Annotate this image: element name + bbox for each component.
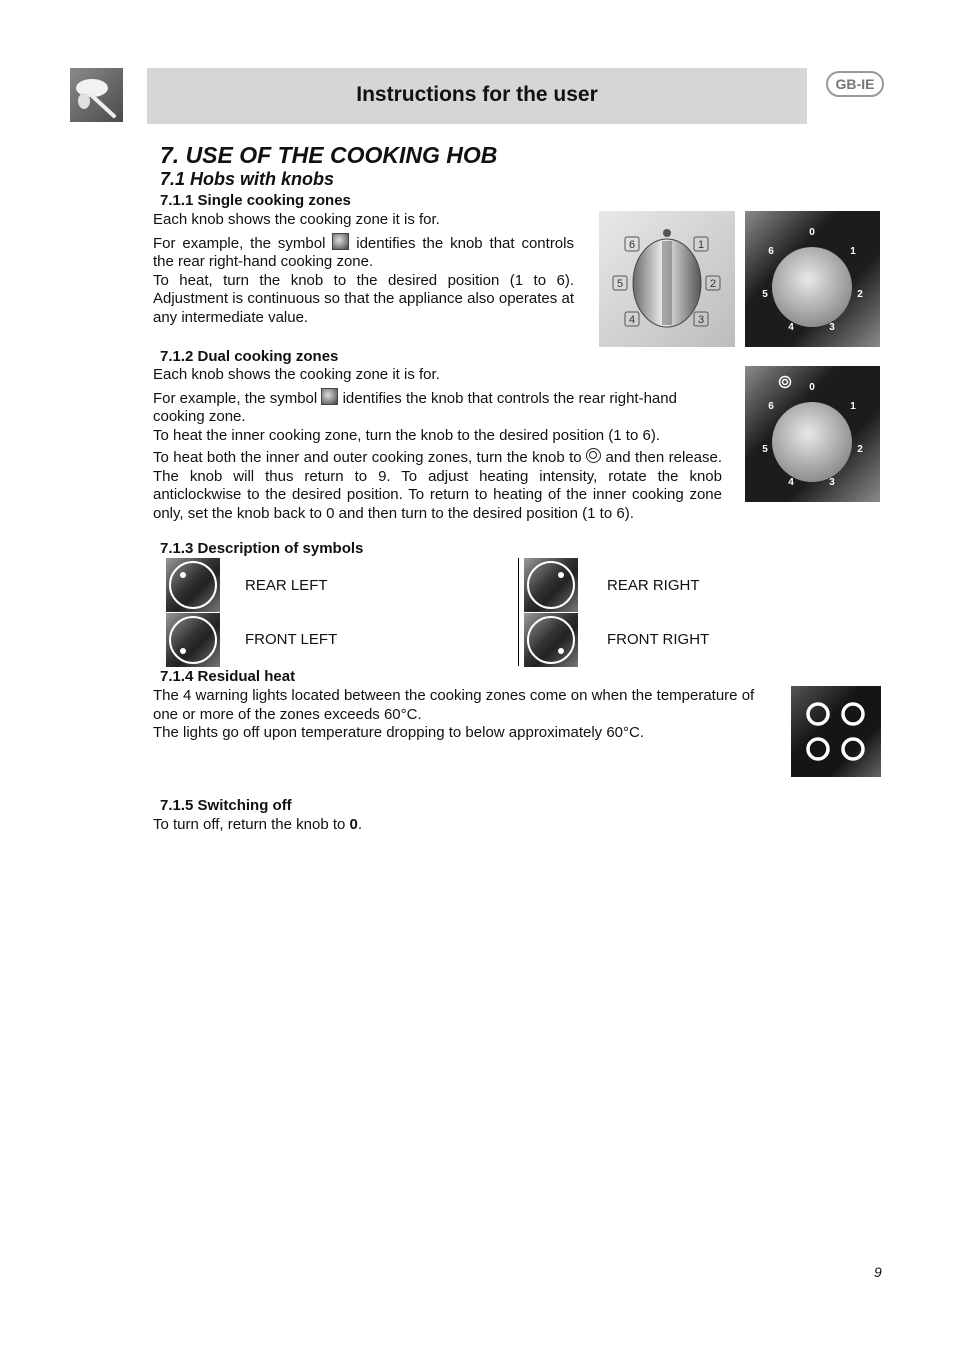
dual-zones-p4-end: and then release. The knob will thus return to 9. To adjust heating intensity, rotate the knob anticlockwise to the desired position. To return to heating of the inner cooking zone only, set the knob back to 0 and then turn to the desired position (1 to 6). <box>153 449 722 522</box>
heading-symbols: 7.1.3 Description of symbols <box>160 540 364 557</box>
rear-right-label: REAR RIGHT <box>607 577 700 594</box>
dual-knob-dial-image <box>745 366 880 502</box>
switching-off-zero: 0 <box>349 816 358 833</box>
dual-knob-pos-0: 0 <box>809 382 815 393</box>
dual-knob-pos-2: 2 <box>857 444 863 455</box>
dual-zones-p1: Each knob shows the cooking zone it is for. <box>153 366 440 383</box>
knob-b-pos-3: 3 <box>829 322 835 333</box>
knob-a-pos-5: 5 <box>616 278 624 290</box>
residual-heat-p1: The 4 warning lights located between the cooking zones come on when the temperature of one or more of the zones exceeds 60°C. <box>153 687 755 723</box>
front-right-label: FRONT RIGHT <box>607 631 710 648</box>
rear-right-zone-icon <box>321 388 338 405</box>
single-zones-p1: Each knob shows the cooking zone it is for. <box>153 211 440 228</box>
rear-right-zone-icon <box>332 233 349 250</box>
front-left-label: FRONT LEFT <box>245 631 338 648</box>
knob-a-pos-1: 1 <box>697 239 705 251</box>
switching-off-text <box>153 816 362 835</box>
dual-knob-pos-1: 1 <box>850 401 856 412</box>
single-knob-dial-image <box>745 211 880 347</box>
knob-a-pos-2: 2 <box>709 278 717 290</box>
heading-switching-off: 7.1.5 Switching off <box>160 797 292 814</box>
single-zones-p2 <box>153 233 574 272</box>
single-zones-p2-start: For example, the symbol <box>153 234 333 252</box>
residual-heat-lights-image <box>791 686 881 777</box>
heading-single-zones: 7.1.1 Single cooking zones <box>160 192 351 209</box>
knob-b-pos-5: 5 <box>762 289 768 300</box>
single-knob-panel-image <box>599 211 735 347</box>
dual-knob-pos-4: 4 <box>788 477 794 488</box>
rear-left-label: REAR LEFT <box>245 577 328 594</box>
symbols-divider <box>518 558 519 666</box>
chef-logo-icon <box>70 68 123 122</box>
knob-a-pos-6: 6 <box>628 239 636 251</box>
dual-zones-p3: To heat the inner cooking zone, turn the knob to the desired position (1 to 6). <box>153 426 660 444</box>
switching-off-start: To turn off, return the knob to <box>153 816 350 833</box>
section-subtitle: 7.1 Hobs with knobs <box>160 169 335 189</box>
residual-heat-p2: The lights go off upon temperature dropping to below approximately 60°C. <box>153 724 645 741</box>
residual-heat-text <box>153 687 781 743</box>
heading-residual-heat: 7.1.4 Residual heat <box>160 668 296 685</box>
dual-zone-icon <box>586 448 601 463</box>
single-zones-text <box>153 211 574 327</box>
header-title: Instructions for the user <box>356 83 598 106</box>
page-header <box>147 68 807 124</box>
dual-zones-text <box>153 366 722 523</box>
rear-right-zone-icon <box>524 558 578 612</box>
dual-zones-p4 <box>153 448 722 523</box>
dual-zones-p2-start: For example, the symbol <box>153 389 322 407</box>
dual-zones-p4-start: To heat both the inner and outer cooking zones, turn the knob to <box>153 449 587 466</box>
dual-zones-p2-end: identifies the knob that controls the rear right-hand cooking zone. <box>153 389 677 425</box>
region-badge: GB-IE <box>826 71 884 97</box>
single-zones-p2-end: identifies the knob that controls the rear right-hand cooking zone. <box>153 234 574 270</box>
page-number: 9 <box>874 1264 882 1280</box>
dual-knob-pos-5: 5 <box>762 444 768 455</box>
front-left-zone-icon <box>166 613 220 667</box>
single-zones-p3: To heat, turn the knob to the desired position (1 to 6). Adjustment is continuous so that the appliance also operates at any intermediate value. <box>153 271 574 326</box>
dual-knob-pos-3: 3 <box>829 477 835 488</box>
switching-off-end: . <box>357 816 363 833</box>
section-title: 7. USE OF THE COOKING HOB <box>160 142 498 168</box>
knob-b-pos-2: 2 <box>857 289 863 300</box>
dual-knob-pos-6: 6 <box>768 401 774 412</box>
rear-left-zone-icon <box>166 558 220 612</box>
knob-b-pos-6: 6 <box>768 246 774 257</box>
knob-b-pos-1: 1 <box>850 246 856 257</box>
dual-zones-p2 <box>153 388 722 427</box>
knob-b-pos-0: 0 <box>809 227 815 238</box>
knob-b-pos-4: 4 <box>788 322 794 333</box>
knob-a-pos-3: 3 <box>697 314 705 326</box>
front-right-zone-icon <box>524 613 578 667</box>
heading-dual-zones: 7.1.2 Dual cooking zones <box>160 348 339 365</box>
knob-a-pos-4: 4 <box>628 314 636 326</box>
